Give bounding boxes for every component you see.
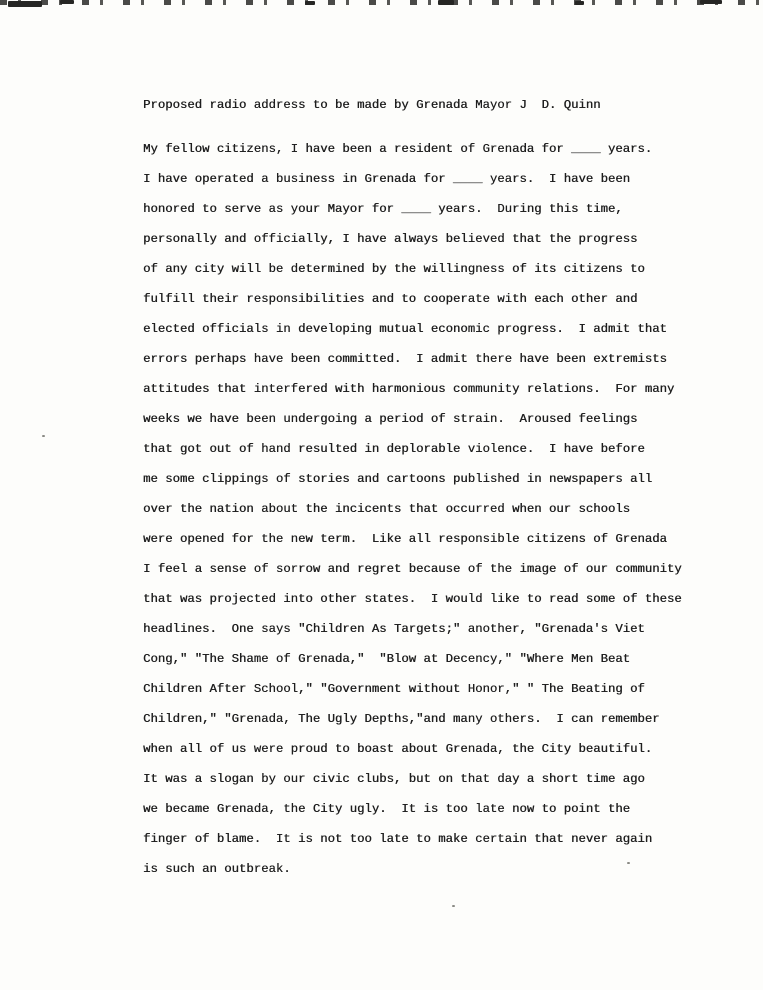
scan-noise-mark — [8, 1, 42, 7]
scan-speck — [452, 905, 455, 907]
document-line: over the nation about the incicents that occurred when our schools — [143, 502, 631, 516]
scan-noise-mark — [60, 0, 74, 4]
document-line: personally and officially, I have always believed that the progress — [143, 232, 638, 246]
document-line: Cong," "The Shame of Grenada," "Blow at Decency," "Where Men Beat — [143, 652, 631, 666]
scan-noise-mark — [700, 0, 722, 4]
document-line: It was a slogan by our civic clubs, but on that day a short time ago — [143, 772, 645, 786]
document-line: My fellow citizens, I have been a resident of Grenada for ____ years. — [143, 142, 653, 156]
document-line: honored to serve as your Mayor for ____ years. During this time, — [143, 202, 623, 216]
document-body — [143, 134, 723, 884]
scan-noise-top-edge — [0, 0, 763, 5]
scan-noise-mark — [305, 1, 315, 5]
document-line: we became Grenada, the City ugly. It is too late now to point the — [143, 802, 631, 816]
document-line: elected officials in developing mutual economic progress. I admit that — [143, 322, 667, 336]
document-line: headlines. One says "Children As Targets;" another, "Grenada's Viet — [143, 622, 645, 636]
document-line: I feel a sense of sorrow and regret because of the image of our community — [143, 562, 682, 576]
scan-noise-mark — [438, 0, 454, 5]
document-line: of any city will be determined by the willingness of its citizens to — [143, 262, 645, 276]
document-line: Children," "Grenada, The Ugly Depths,"and many others. I can remember — [143, 712, 660, 726]
document-line: is such an outbreak. — [143, 862, 291, 876]
document-line: fulfill their responsibilities and to cooperate with each other and — [143, 292, 638, 306]
scan-speck — [42, 435, 45, 437]
document-line: I have operated a business in Grenada for ____ years. I have been — [143, 172, 631, 186]
document-line: that was projected into other states. I would like to read some of these — [143, 592, 682, 606]
document-line: weeks we have been undergoing a period of strain. Aroused feelings — [143, 412, 638, 426]
document-line: that got out of hand resulted in deplorable violence. I have before — [143, 442, 645, 456]
document-line: Children After School," "Government without Honor," " The Beating of — [143, 682, 645, 696]
document-line: errors perhaps have been committed. I admit there have been extremists — [143, 352, 667, 366]
document-title: Proposed radio address to be made by Grenada Mayor J D. Quinn — [143, 98, 601, 112]
document-line: when all of us were proud to boast about Grenada, the City beautiful. — [143, 742, 653, 756]
document-line: were opened for the new term. Like all responsible citizens of Grenada — [143, 532, 667, 546]
document-line: finger of blame. It is not too late to make certain that never again — [143, 832, 653, 846]
scan-noise-mark — [575, 1, 584, 5]
document-line: me some clippings of stories and cartoons published in newspapers all — [143, 472, 653, 486]
document-line: attitudes that interfered with harmonious community relations. For many — [143, 382, 675, 396]
